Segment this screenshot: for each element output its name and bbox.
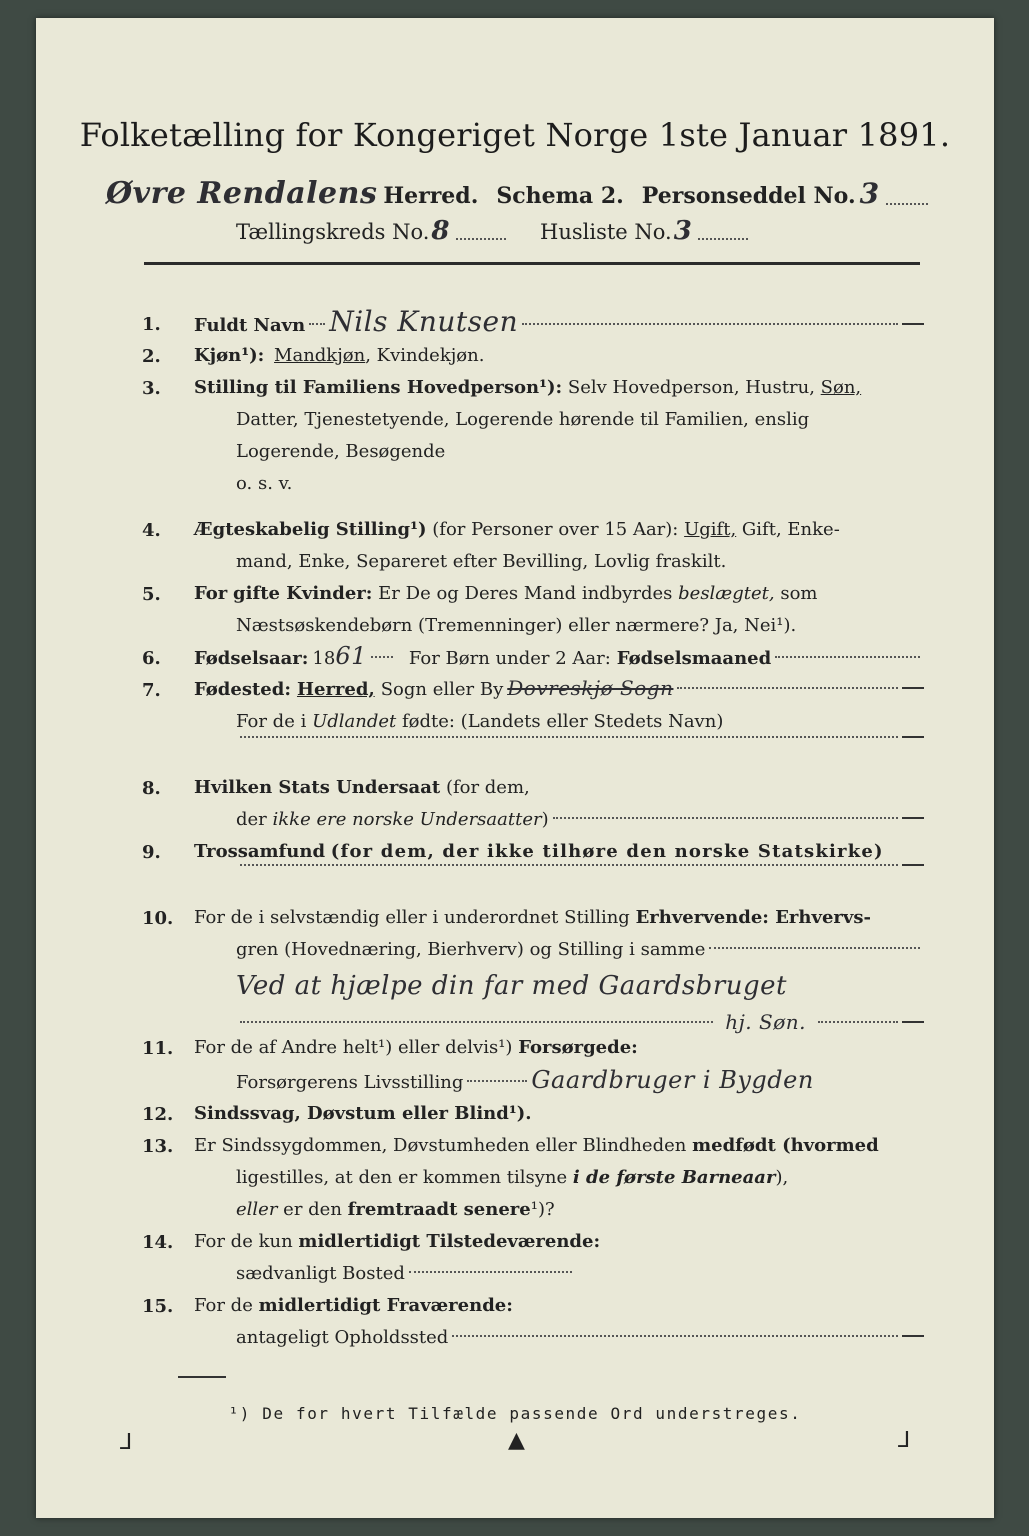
census-form (36, 18, 994, 1518)
question-text: ), (775, 1167, 789, 1188)
item-label: Fuldt Navn (194, 315, 306, 336)
question-text: i de første Barneaar (572, 1167, 776, 1188)
selected-option: Herred, (296, 679, 375, 700)
dotted-leader (456, 238, 506, 240)
supporter-handwritten: Gaardbruger i Bygden (531, 1066, 814, 1094)
dotted-leader (467, 1080, 527, 1082)
item-8-citizenship (194, 772, 924, 836)
item-number: 8. (142, 778, 161, 799)
question-text: antageligt Opholdssted (236, 1327, 449, 1348)
line-end (902, 1335, 924, 1337)
option-text: Logerende, Besøgende (236, 441, 446, 462)
option-text: Sogn eller By (380, 679, 504, 700)
corner-mark: ⅃ (120, 1430, 133, 1455)
option-text: Datter, Tjenestetyende, Logerende hørende til Familien, enslig (236, 409, 810, 430)
kreds-label: Tællingskreds No. (236, 220, 430, 244)
item-1-name (194, 306, 924, 342)
question-text: Udlandet (312, 711, 397, 732)
item-label: Stilling til Familiens Hovedperson¹): (194, 377, 563, 398)
question-text: eller (236, 1199, 278, 1220)
option-text: o. s. v. (236, 473, 293, 494)
dotted-leader (677, 687, 898, 689)
item-6-birth-year (194, 640, 924, 675)
dotted-leader (240, 1021, 713, 1023)
full-name-handwritten: Nils Knutsen (329, 305, 519, 338)
option-text: Selv Hovedperson, Hustru, (567, 377, 815, 398)
question-text: Næstsøskendebørn (Tremenninger) eller nærmere? Ja, Nei¹). (236, 615, 797, 636)
question-text: ikke ere norske Undersaatter (272, 809, 542, 830)
item-13-congenital (194, 1130, 924, 1226)
item-number: 1. (142, 314, 161, 335)
option-text: Gift, Enke- (741, 519, 840, 540)
line-end (902, 687, 924, 689)
question-text: For de i (236, 711, 307, 732)
selected-option: Mandkjøn (274, 345, 366, 366)
question-text: For de af Andre helt¹) eller delvis¹) (194, 1037, 513, 1058)
item-number: 6. (142, 648, 161, 669)
question-text: sædvanligt Bosted (236, 1263, 405, 1284)
personseddel-label: Personseddel No. (641, 183, 856, 209)
question-text: (for dem, der ikke tilhøre den norske Statskirke) (330, 841, 884, 862)
schema-label: Schema 2. (496, 183, 624, 209)
question-text: For de kun (194, 1231, 293, 1252)
line-end (902, 323, 924, 325)
item-label: fremtraadt senere (347, 1199, 531, 1220)
kreds-number: 8 (431, 216, 451, 246)
question-text: gren (Hovednæring, Bierhverv) og Stilling i samme (236, 939, 706, 960)
item-number: 3. (142, 378, 161, 399)
question-text: Er De og Deres Mand indbyrdes (378, 583, 673, 604)
item-number: 12. (142, 1104, 174, 1125)
item-7-birthplace (194, 672, 924, 770)
item-label: midlertidigt Tilstedeværende: (298, 1231, 601, 1252)
dotted-leader (452, 1335, 898, 1337)
dotted-leader (371, 656, 393, 658)
header-row-kreds (236, 216, 874, 246)
dotted-leader (709, 947, 920, 949)
item-label: gifte Kvinder: (233, 583, 373, 604)
question-text: fødte: (Landets eller Stedets Navn) (401, 711, 724, 732)
item-number: 5. (142, 584, 161, 605)
item-12-disability (194, 1098, 924, 1130)
question-text: ligestilles, at den er kommen tilsyne (236, 1167, 568, 1188)
dotted-leader (553, 817, 898, 819)
question-text: For de (194, 1295, 253, 1316)
question-text: der (236, 809, 267, 830)
option-text: (for Personer over 15 Aar): (432, 519, 679, 540)
item-2-sex (194, 340, 924, 372)
item-label: Erhvervende: Erhvervs- (635, 907, 871, 928)
item-number: 14. (142, 1232, 174, 1253)
header-rule (144, 262, 920, 265)
birthplace-handwritten: Dovreskjø Sogn (507, 676, 674, 700)
item-label: midlertidigt Fraværende: (258, 1295, 513, 1316)
footnote: ¹) De for hvert Tilfælde passende Ord understreges. (228, 1404, 802, 1423)
item-label: Hvilken Stats Undersaat (194, 777, 441, 798)
dotted-leader (775, 656, 920, 658)
item-15-temporary-absent (194, 1290, 924, 1354)
year-prefix: 18 (312, 648, 336, 669)
item-4-marital-status (194, 514, 924, 578)
dotted-leader (522, 323, 898, 325)
question-text: ¹)? (530, 1199, 555, 1220)
item-number: 11. (142, 1038, 174, 1059)
selected-option: Ugift, (684, 519, 737, 540)
item-number: 9. (142, 842, 161, 863)
dotted-leader (698, 238, 748, 240)
item-number: 15. (142, 1296, 174, 1317)
herred-label: Herred. (383, 183, 479, 209)
dotted-leader (240, 864, 898, 866)
question-text: Er Sindssygdommen, Døvstumheden eller Blindheden (194, 1135, 687, 1156)
item-10-occupation (194, 902, 924, 1038)
question-text: beslægtet, (678, 583, 775, 604)
husliste-label: Husliste No. (540, 220, 672, 244)
herred-handwritten: Øvre Rendalens (106, 176, 378, 211)
question-text: For de i selvstændig eller i underordnet Stilling (194, 907, 630, 928)
line-end (902, 1021, 924, 1023)
item-label: For (194, 583, 228, 604)
item-5-married-women (194, 578, 924, 642)
option-text: mand, Enke, Separeret efter Bevilling, Lovlig fraskilt. (236, 551, 727, 572)
question-text: Forsørgerens Livsstilling (236, 1072, 464, 1093)
form-title: Folketælling for Kongeriget Norge 1ste Januar 1891. (79, 116, 951, 154)
question-text: For Børn under 2 Aar: (408, 648, 611, 669)
dotted-leader (309, 323, 325, 325)
item-number: 4. (142, 520, 161, 541)
option-text: , Kvindekjøn. (365, 345, 485, 366)
item-label: Sindssvag, Døvstum eller Blind¹). (194, 1103, 532, 1124)
line-end (902, 736, 924, 738)
occupation-handwritten-2: hj. Søn. (725, 1010, 806, 1034)
personseddel-number: 3 (859, 177, 880, 210)
dotted-leader (409, 1271, 572, 1273)
item-label: medfødt (hvormed (692, 1135, 879, 1156)
item-label: Trossamfund (194, 841, 326, 862)
item-label: Fødested: (194, 679, 291, 700)
line-end (902, 864, 924, 866)
dotted-leader (240, 736, 898, 738)
item-number: 10. (142, 908, 174, 929)
question-text: ) (541, 809, 549, 830)
question-text: er den (283, 1199, 342, 1220)
dotted-leader (818, 1021, 898, 1023)
item-3-family-position (194, 372, 924, 500)
footnote-rule (178, 1376, 226, 1378)
selected-option: Søn, (820, 377, 862, 398)
item-number: 7. (142, 680, 161, 701)
header-row-herred (106, 176, 934, 211)
occupation-handwritten: Ved at hjælpe din far med Gaardsbruget (236, 971, 787, 1001)
item-label: Fødselsaar: (194, 648, 309, 669)
fold-mark: ▲ (508, 1428, 525, 1453)
item-14-temporary-present (194, 1226, 924, 1290)
item-number: 2. (142, 346, 161, 367)
item-label: Fødselsmaaned (616, 648, 772, 669)
item-label: Forsørgede: (518, 1037, 638, 1058)
item-11-supported (194, 1032, 924, 1099)
dotted-leader (886, 203, 928, 205)
item-number: 13. (142, 1136, 174, 1157)
item-label: Kjøn¹): (194, 345, 265, 366)
line-end (902, 817, 924, 819)
birth-year-handwritten: 61 (335, 642, 367, 670)
husliste-number: 3 (673, 216, 693, 246)
item-label: Ægteskabelig Stilling¹) (194, 519, 427, 540)
question-text: som (780, 583, 818, 604)
corner-mark: ⅃ (898, 1428, 911, 1453)
question-text: (for dem, (445, 777, 530, 798)
item-9-religion (194, 836, 924, 900)
